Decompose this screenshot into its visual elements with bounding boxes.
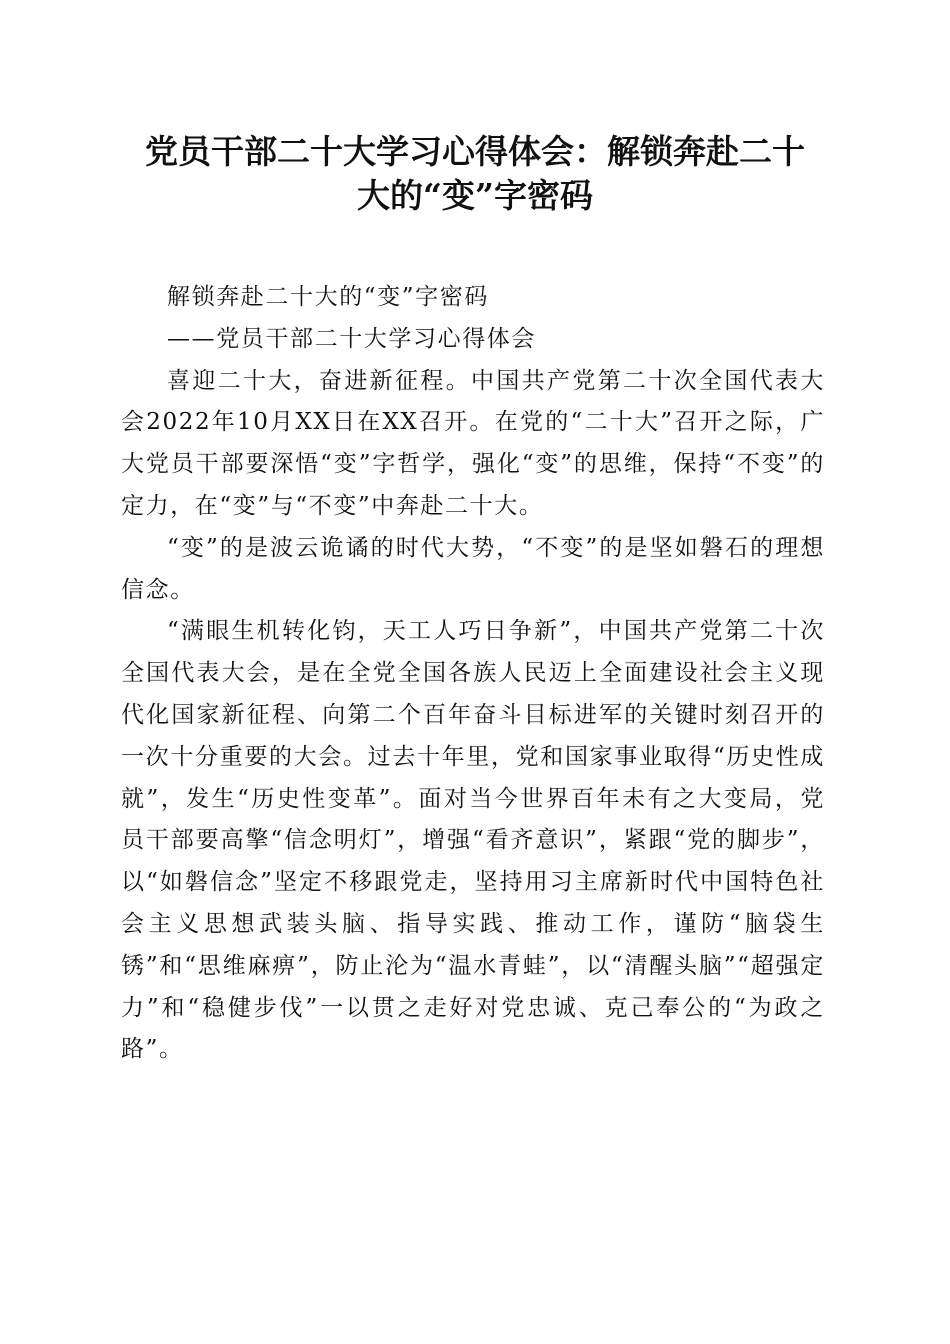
subtitle-dash-paragraph: ——党员干部二十大学习心得体会: [167, 325, 536, 352]
subtitle-paragraph: 解锁奔赴二十大的“变”字密码: [167, 284, 489, 310]
title-line-2: 大的“变”字密码: [357, 176, 593, 215]
body-paragraph: “变”的是波云诡谲的时代大势，“不变”的是坚如磐石的理想信念。: [121, 534, 825, 603]
document-title: [100, 130, 850, 218]
body-paragraph: 喜迎二十大，奋进新征程。中国共产党第二十次全国代表大会2022年10月XX日在XX召开。在党的“二十大”召开之际，广大党员干部要深悟“变”字哲学，强化“变”的思维，保持“不变”的定力，在“变”与“不变”中奔赴二十大。: [121, 367, 825, 519]
document-body: [121, 277, 825, 1071]
body-paragraph: “满眼生机转化钧，天工人巧日争新”，中国共产党第二十次全国代表大会，是在全党全国各族人民迈上全面建设社会主义现代化国家新征程、向第二个百年奋斗目标进军的关键时刻召开的一次十分重要的大会。过去十年里，党和国家事业取得“历史性成就”，发生“历史性变革”。面对当今世界百年未有之大变局，党员干部要高擎“信念明灯”，增强“看齐意识”，紧跟“党的脚步”，以“如磐信念”坚定不移跟党走，坚持用习主席新时代中国特色社会主义思想武装头脑、指导实践、推动工作，谨防“脑袋生锈”和“思维麻痹”，防止沦为“温水青蛙”，以“清醒头脑”“超强定力”和“稳健步伐”一以贯之走好对党忠诚、克己奉公的“为政之路”。: [121, 618, 825, 1063]
title-line-1: 党员干部二十大学习心得体会：解锁奔赴二十: [145, 132, 805, 171]
